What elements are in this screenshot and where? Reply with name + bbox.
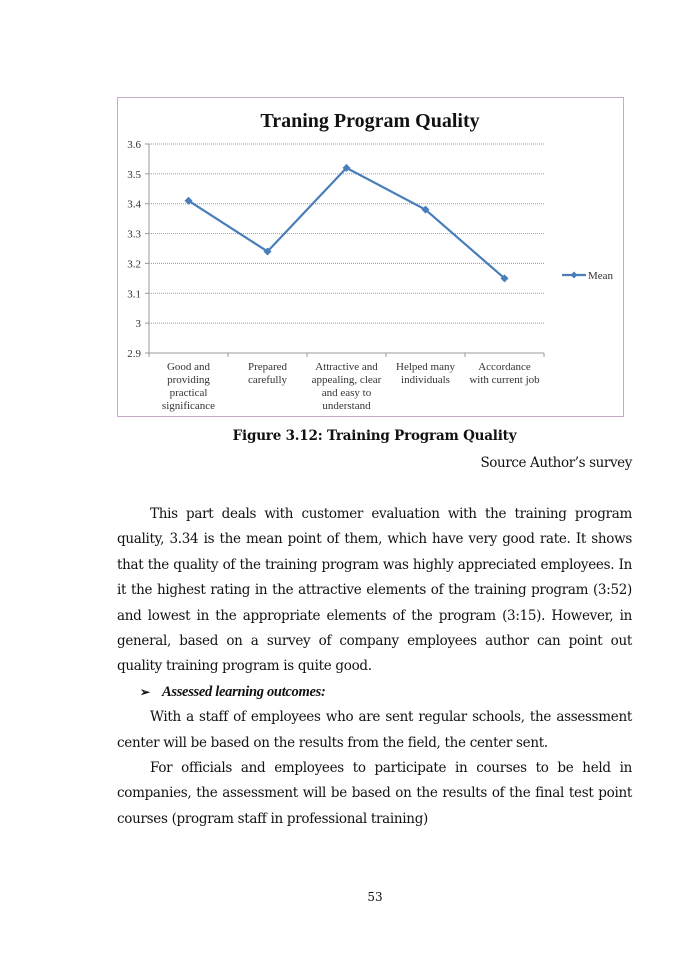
y-tick-label: 3.5 <box>127 168 141 181</box>
x-tick-label: Good and <box>166 361 211 373</box>
x-tick-label: Accordance <box>478 361 531 373</box>
x-tick-label: understand <box>322 400 371 412</box>
page-number: 53 <box>367 890 383 904</box>
y-tick-label: 3.2 <box>127 258 141 271</box>
x-tick-label: individuals <box>401 374 450 386</box>
x-tick-label: practical <box>169 387 208 399</box>
body-text <box>117 502 632 832</box>
x-tick-label: carefully <box>247 374 288 386</box>
x-tick-label: and easy to <box>321 387 372 399</box>
x-tick-label: providing <box>167 374 210 386</box>
paragraph: For officials and employees to participate in courses to be held in companies, the assessment will be based on the results of the final test point courses (program staff in professional training) <box>117 760 632 827</box>
x-tick-label: Attractive and <box>315 361 378 373</box>
paragraph: This part deals with customer evaluation with the training program quality, 3.34 is the mean point of them, which have very good rate. It shows that the quality of the training program was highly appreciated employees. In it the highest rating in the attractive elements of the training program (3:52) and lowest in the appropriate elements of the program (3:15). However, in general, based on a survey of company employees author can point out quality training program is quite good. <box>117 506 632 675</box>
y-tick-label: 3.1 <box>127 288 141 301</box>
line-chart <box>118 98 625 418</box>
section-heading <box>117 680 632 705</box>
figure-source: Source Author’s survey <box>480 455 632 471</box>
chart-title: Traning Program Quality <box>260 110 480 132</box>
x-tick-label: Prepared <box>247 361 288 373</box>
y-tick-label: 3.6 <box>127 139 141 151</box>
y-tick-label: 3.4 <box>127 198 141 211</box>
legend-label: Mean <box>588 270 614 282</box>
series-line <box>189 168 505 278</box>
figure-caption: Figure 3.12: Training Program Quality <box>232 428 517 444</box>
x-tick-label: with current job <box>469 374 540 386</box>
x-tick-label: Helped many <box>396 361 455 373</box>
legend-marker <box>571 272 578 279</box>
x-tick-label: significance <box>161 400 216 412</box>
y-tick-label: 3 <box>135 318 141 331</box>
y-tick-label: 2.9 <box>127 348 141 360</box>
arrow-bullet-icon: ➢ <box>140 684 150 699</box>
y-tick-label: 3.3 <box>127 228 141 241</box>
heading-text: Assessed learning outcomes: <box>162 683 326 700</box>
x-tick-label: appealing, clear <box>311 374 382 386</box>
paragraph: With a staff of employees who are sent regular schools, the assessment center will be based on the results from the field, the center sent. <box>117 709 632 751</box>
chart <box>117 97 624 417</box>
